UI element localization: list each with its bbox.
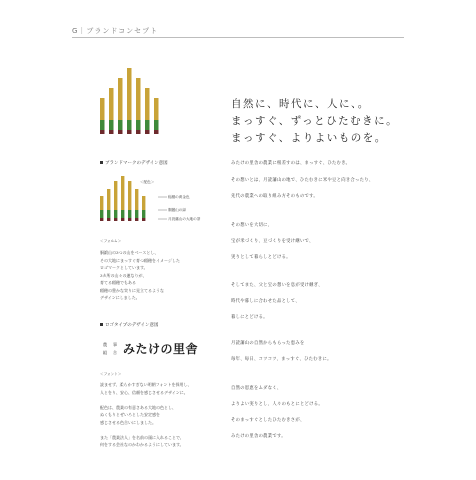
bar-gold bbox=[100, 98, 105, 120]
legend-gold: 稲穂の黄金色 bbox=[168, 195, 190, 199]
concept-text: 毎年、毎日、コツコツ、まっすぐ、ひたむきに。 bbox=[231, 357, 332, 362]
concept-text: 自然の恩恵をムダなく、 bbox=[231, 386, 282, 391]
slogan bbox=[231, 96, 398, 147]
legend-green: 胴鍛山の緑 bbox=[168, 208, 186, 212]
concept-text: 先代の農業への取り組み方そのものです。 bbox=[231, 194, 318, 199]
bar-maroon bbox=[145, 130, 150, 134]
bar-maroon bbox=[100, 218, 103, 221]
bar-gold bbox=[100, 196, 103, 210]
brand-mark-large bbox=[100, 68, 162, 134]
brand-mark-small bbox=[100, 176, 168, 224]
bar-gold bbox=[142, 196, 145, 210]
font-label: ＜フォント＞ bbox=[100, 372, 122, 376]
font-description: 読ませず、柔らかすぎない明朝フォントを採用し、 人とをり、安心、信頼を感じさせるデザインに。 配色は、農業の有意さある大地の色とし、 ぬくもりとぜいろとした安定感を 感じさせる色合いにしました。 また「農業法人」を名前の頭に入れることで、 何をする会社なのかわかるようにしています。 bbox=[100, 382, 192, 447]
bar-gold bbox=[109, 88, 114, 120]
bar-gold bbox=[107, 189, 110, 210]
form-description: 胴鍛山の3つの山をベースとし、 その大地にまっすぐ育つ稲穂をイメージした ロゴマークとしています。 3カ所の山々の連なりが、 育てる稲穂でもある 稲穂の豊かな実りに見立てるような デザインにしました。 bbox=[100, 250, 180, 300]
bar-maroon bbox=[127, 130, 132, 134]
bar-green bbox=[100, 210, 103, 218]
bar-green bbox=[135, 210, 138, 218]
bar-maroon bbox=[154, 130, 159, 134]
bar-gold bbox=[121, 176, 124, 210]
bar-gold bbox=[127, 68, 132, 120]
bar-maroon bbox=[128, 218, 131, 221]
bar-green bbox=[109, 120, 114, 130]
concept-text: みたけの里舎の農業です。 bbox=[231, 434, 286, 439]
bar-maroon bbox=[121, 218, 124, 221]
logo-emblem: 農 事 組 合 bbox=[103, 342, 117, 355]
bar-green bbox=[107, 210, 110, 218]
bar-maroon bbox=[107, 218, 110, 221]
bar-green bbox=[100, 120, 105, 130]
bar-maroon bbox=[109, 130, 114, 134]
bar-green bbox=[142, 210, 145, 218]
concept-text: よりよい実りとし、人々のもとにとどける。 bbox=[231, 402, 323, 407]
concept-text: みたけの里舎の農業に根差すのは、まっすぐ、ひたむき。 bbox=[231, 161, 351, 166]
page-header: G｜ブランドコンセプト bbox=[72, 27, 159, 35]
section-heading-logotype: ロゴタイプのデザイン意図 bbox=[100, 322, 158, 328]
concept-text: そのまっすぐとしたひたむきさが、 bbox=[231, 418, 305, 423]
bar-gold bbox=[154, 98, 159, 120]
header-divider bbox=[72, 37, 404, 38]
bar-gold bbox=[114, 181, 117, 210]
concept-text: その想いとは、月読藩山の地で、ひたむきに米や豆と向き合ったり、 bbox=[231, 178, 374, 183]
bullet-square-icon bbox=[100, 323, 103, 326]
bar-maroon bbox=[118, 130, 123, 134]
slogan-line: まっすぐ、ずっとひたむきに。 bbox=[231, 115, 399, 127]
concept-text: 宝が米づくり、豆づくりを受け継いで、 bbox=[231, 239, 314, 244]
bar-maroon bbox=[136, 130, 141, 134]
logotype bbox=[100, 340, 198, 357]
bullet-square-icon bbox=[100, 161, 103, 164]
bar-green bbox=[145, 120, 150, 130]
slogan-line: まっすぐ、よりよいものを。 bbox=[231, 132, 387, 144]
bar-green bbox=[121, 210, 124, 218]
bar-maroon bbox=[135, 218, 138, 221]
bar-green bbox=[118, 120, 123, 130]
bar-green bbox=[154, 120, 159, 130]
concept-text: その想いを大切に、 bbox=[231, 223, 273, 228]
bar-green bbox=[114, 210, 117, 218]
slogan-line: 自然に、時代に、人に、。 bbox=[231, 98, 370, 110]
bar-gold bbox=[128, 181, 131, 210]
concept-text: 暮しにとどける。 bbox=[231, 315, 268, 320]
legend-brown: 月読藩山の大地の茶 bbox=[168, 217, 201, 221]
section-heading-mark: ブランドマークのデザイン意図 bbox=[100, 160, 168, 166]
concept-text: そしてまた、父と宝の想いを息が受け継ぎ、 bbox=[231, 283, 323, 288]
concept-text: 月読藩山の自然からもらった恵みを bbox=[231, 341, 305, 346]
bar-gold bbox=[118, 78, 123, 120]
bar-green bbox=[127, 120, 132, 130]
bar-maroon bbox=[114, 218, 117, 221]
bar-green bbox=[136, 120, 141, 130]
bar-gold bbox=[136, 78, 141, 120]
bar-gold bbox=[145, 88, 150, 120]
logo-text: みたけの里舎 bbox=[123, 342, 199, 356]
concept-text: 実りとして暮らしとどける。 bbox=[231, 255, 291, 260]
form-label: ＜フォルム＞ bbox=[100, 239, 122, 243]
concept-text: 時代や暮しに合わせた品として、 bbox=[231, 299, 300, 304]
color-label: ＜配色＞ bbox=[140, 180, 155, 184]
bar-maroon bbox=[142, 218, 145, 221]
bar-maroon bbox=[100, 130, 105, 134]
bar-green bbox=[128, 210, 131, 218]
bar-gold bbox=[135, 189, 138, 210]
